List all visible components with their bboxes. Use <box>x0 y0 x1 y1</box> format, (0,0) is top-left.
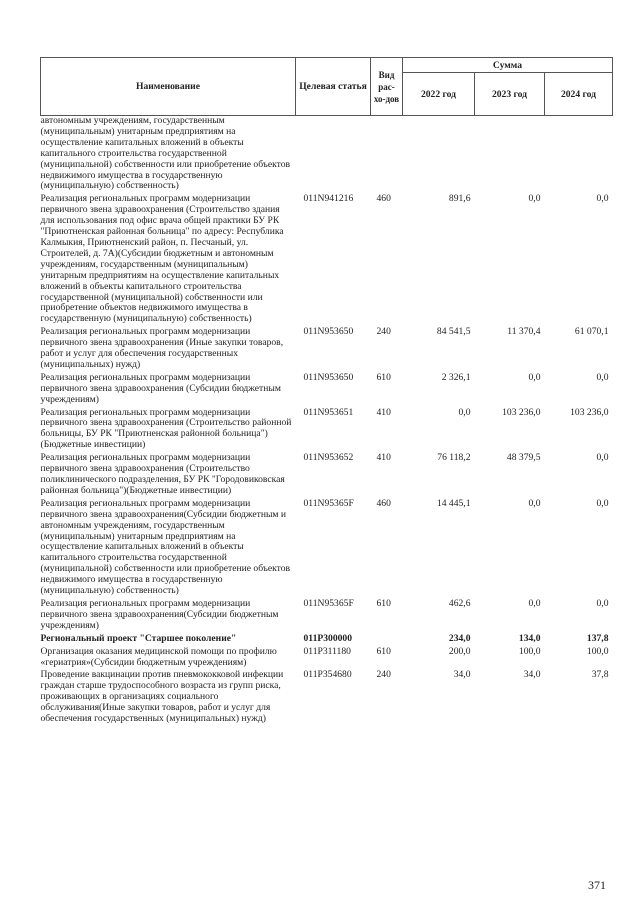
row-vid <box>371 116 403 195</box>
row-value-2024: 0,0 <box>596 452 609 464</box>
table-row <box>41 116 613 195</box>
row-value-2024: 0,0 <box>596 497 609 509</box>
row-value-2024: 137,8 <box>586 632 609 644</box>
row-vid: 610 <box>376 645 391 657</box>
row-value-2022: 462,6 <box>448 597 471 609</box>
row-vid: 610 <box>376 371 391 383</box>
row-value-2024: 0,0 <box>596 193 609 205</box>
row-value-2023 <box>475 116 545 195</box>
row-value-2022: 2 326,1 <box>441 371 471 383</box>
row-vid: 610 <box>376 597 391 609</box>
table-row <box>41 634 613 647</box>
row-name: Проведение вакцинации против пневмококковой инфекции граждан старше трудоспособного возраста из групп риска, проживающих в организациях социального обслуживания(Иные закупки товаров, работ и услуг для обеспечения государственных (муниципальных) нужд) <box>40 669 284 725</box>
page-number: 371 <box>588 878 606 892</box>
row-value-2024: 100,0 <box>586 645 609 657</box>
row-value-2024: 0,0 <box>596 597 609 609</box>
row-value-2022: 76 118,2 <box>437 452 471 464</box>
row-value-2022: 34,0 <box>453 669 471 681</box>
table-row <box>41 408 613 454</box>
row-code <box>296 116 371 195</box>
row-code: 011N95365F <box>303 497 354 509</box>
row-code: 011N953652 <box>303 452 354 464</box>
row-name: Реализация региональных программ модернизации первичного звена здравоохранения(Субсидии бюджетным и автономным учреждениям, государственным (муниципальным) унитарным предприятиям на осуществление капитальных вложений в объекты капитального строительства государственной (муниципальной) собственности или приобретение объектов недвижимого имущества в государственную (муниципальную) собственность) <box>40 497 291 597</box>
row-vid: 410 <box>376 452 391 464</box>
header-name: Наименование <box>41 58 296 116</box>
row-code: 011N953651 <box>303 406 354 418</box>
header-2024: 2024 год <box>545 73 613 116</box>
table-row <box>41 499 613 599</box>
row-value-2023: 103 236,0 <box>502 406 541 418</box>
budget-table <box>40 57 613 727</box>
row-code: 011N953650 <box>303 371 354 383</box>
row-value-2024: 37,8 <box>591 669 609 681</box>
row-value-2023: 0,0 <box>528 371 541 383</box>
table-body <box>41 116 613 727</box>
row-value-2023: 134,0 <box>518 632 541 644</box>
table-row <box>41 647 613 671</box>
header-code: Целевая статья <box>296 58 371 116</box>
row-value-2024: 0,0 <box>596 371 609 383</box>
row-vid: 460 <box>376 193 391 205</box>
row-value-2023: 48 379,5 <box>506 452 541 464</box>
row-name: автономным учреждениям, государственным (муниципальным) унитарным предприятиям на осуществление капитальных вложений в объекты капитального строительства государственной (муниципальной) собственности или приобретение объектов недвижимого имущества в государственную (муниципальную) собственность) <box>40 115 291 192</box>
row-value-2022: 84 541,5 <box>436 326 471 338</box>
row-value-2024 <box>545 116 613 195</box>
table-row <box>41 327 613 373</box>
table-row <box>41 194 613 327</box>
table-header <box>41 58 613 116</box>
header-sum: Сумма <box>403 58 613 73</box>
row-value-2023: 0,0 <box>528 597 541 609</box>
row-name: Реализация региональных программ модернизации первичного звена здравоохранения (Строительство здания для использования под офис врача общей практики БУ РК "Приютненская районная больница" по адресу: Республика Калмыкия, Приютненский район, п. Песчаный, ул. Строителей, д. 7А)(Субсидии бюджетным и автономным учреждениям, государственным (муниципальным) унитарным предприятиям на осуществление капитальных вложений в объекты капитального строительства государственной (муниципальной) собственности или приобретение объектов недвижимого имущества в государственную (муниципальную) собственность) <box>40 193 284 325</box>
row-value-2022: 200,0 <box>448 645 471 657</box>
row-vid: 240 <box>376 669 391 681</box>
row-name: Региональный проект "Старшее поколение" <box>40 632 237 644</box>
row-code: 011P354680 <box>303 669 352 681</box>
row-vid: 410 <box>376 406 391 418</box>
table-row <box>41 373 613 408</box>
row-value-2022: 891,6 <box>448 193 471 205</box>
row-name: Реализация региональных программ модернизации первичного звена здравоохранения (Строительство поликлинического подразделения, БУ РК "Городовиковская районная больница")(Бюджетные инвестиции) <box>40 452 285 496</box>
row-code: 011P311180 <box>303 645 351 657</box>
row-value-2024: 103 236,0 <box>570 406 609 418</box>
row-value-2022 <box>403 116 475 195</box>
table-row <box>41 599 613 634</box>
row-code: 011N95365F <box>303 597 354 609</box>
header-2023: 2023 год <box>475 73 545 116</box>
row-name: Реализация региональных программ модернизации первичного звена здравоохранения (Строительство районной больницы, БУ РК "Приютненская районной больница")(Бюджетные инвестиции) <box>40 406 292 451</box>
header-2022: 2022 год <box>403 73 475 116</box>
row-value-2023: 0,0 <box>528 497 541 509</box>
row-vid: 240 <box>376 326 391 338</box>
row-code: 011N953650 <box>303 326 354 338</box>
row-value-2022: 234,0 <box>448 632 471 644</box>
row-value-2023: 34,0 <box>523 669 541 681</box>
table-row <box>41 453 613 499</box>
row-code: 011N941216 <box>303 193 354 205</box>
header-vid: Вид рас-хо-дов <box>371 58 403 116</box>
row-value-2024: 61 070,1 <box>574 326 609 338</box>
row-value-2023: 0,0 <box>528 193 541 205</box>
row-vid <box>371 634 403 647</box>
row-value-2022: 0,0 <box>458 406 471 418</box>
row-vid: 460 <box>376 497 391 509</box>
row-name: Организация оказания медицинской помощи по профилю «гериатрия»(Субсидии бюджетным учреждениям) <box>40 645 277 668</box>
row-name: Реализация региональных программ модернизации первичного звена здравоохранения (Иные закупки товаров, работ и услуг для обеспечения государственных (муниципальных) нужд) <box>40 326 284 370</box>
row-value-2022: 14 445,1 <box>436 497 471 509</box>
table-row <box>41 670 613 727</box>
row-code: 011P300000 <box>303 632 353 644</box>
row-name: Реализация региональных программ модернизации первичного звена здравоохранения (Субсидии бюджетным учреждениям) <box>40 371 281 405</box>
row-value-2023: 100,0 <box>518 645 541 657</box>
row-name: Реализация региональных программ модернизации первичного звена здравоохранения(Субсидии бюджетным учреждениям) <box>40 597 279 631</box>
row-value-2023: 11 370,4 <box>507 326 541 338</box>
